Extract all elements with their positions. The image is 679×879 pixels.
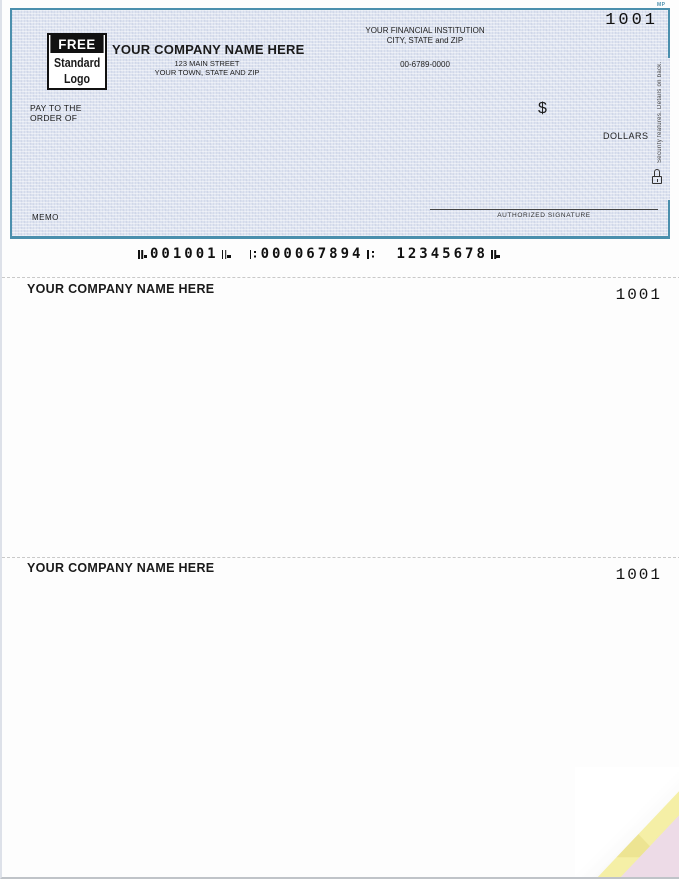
micr-account-number: 12345678 xyxy=(396,246,488,262)
logo-line-logo: Logo xyxy=(63,71,91,87)
stub2-company-name: YOUR COMPANY NAME HERE xyxy=(27,561,215,575)
logo-line-standard: Standard xyxy=(54,55,101,70)
stub2-check-number: 1001 xyxy=(615,566,662,584)
micr-line xyxy=(135,246,503,262)
micr-check-number: 001001 xyxy=(150,246,219,262)
mp-corner-mark: MP xyxy=(657,2,666,8)
bank-city: CITY, STATE and ZIP xyxy=(386,36,464,46)
signature-line xyxy=(430,209,658,219)
micr-check-number-group xyxy=(135,246,234,262)
perforation-line xyxy=(2,277,679,278)
micr-transit-icon xyxy=(366,248,375,260)
micr-onus-icon xyxy=(222,248,231,260)
micr-transit-icon xyxy=(249,248,258,260)
stub1-check-number: 1001 xyxy=(615,286,662,304)
company-name: YOUR COMPANY NAME HERE xyxy=(112,42,305,57)
pay-to-line2: ORDER OF xyxy=(30,113,78,124)
company-city: YOUR TOWN, STATE AND ZIP xyxy=(154,68,260,78)
company-street: 123 MAIN STREET xyxy=(174,59,240,68)
micr-routing-number: 000067894 xyxy=(260,246,364,262)
micr-onus-icon xyxy=(491,248,500,260)
check-border-right-bottom xyxy=(668,200,670,236)
micr-onus-icon xyxy=(138,248,147,260)
pay-to-line1: PAY TO THE xyxy=(30,103,82,113)
bank-fraction-number: 00-6789-0000 xyxy=(400,59,450,69)
perforation-line xyxy=(2,557,679,558)
bank-name: YOUR FINANCIAL INSTITUTION xyxy=(365,26,485,35)
micr-account-group xyxy=(396,246,502,262)
company-address xyxy=(112,59,302,78)
check-body xyxy=(10,8,670,239)
security-features-note: Security features. Details on back. xyxy=(657,61,663,163)
padlock-keyhole xyxy=(657,179,659,182)
logo-box xyxy=(47,33,107,90)
logo-free-banner: FREE xyxy=(50,35,103,53)
pay-to-order-label xyxy=(30,103,82,123)
dollar-sign: $ xyxy=(538,100,547,117)
dollars-label: DOLLARS xyxy=(603,131,649,141)
check-border-right-top xyxy=(668,10,670,58)
page-curl xyxy=(575,767,679,877)
check-number: 1001 xyxy=(605,11,658,30)
authorized-signature-label: AUTHORIZED SIGNATURE xyxy=(497,212,591,219)
micr-routing-group xyxy=(246,246,379,262)
padlock-shackle xyxy=(654,169,660,176)
logo-text xyxy=(54,53,100,88)
stub1-company-name: YOUR COMPANY NAME HERE xyxy=(27,282,215,296)
padlock-icon xyxy=(652,168,663,184)
company-block xyxy=(112,42,305,78)
memo-label: MEMO xyxy=(32,213,59,222)
bank-block xyxy=(355,26,495,70)
